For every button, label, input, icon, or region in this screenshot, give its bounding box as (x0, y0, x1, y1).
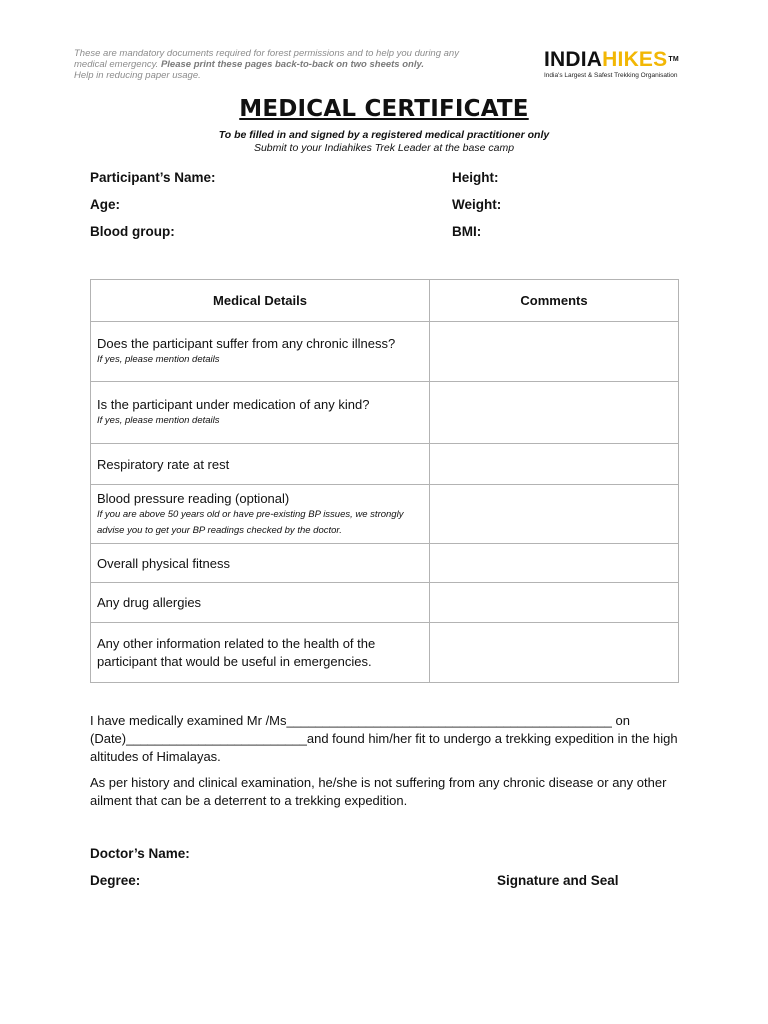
question-cell (91, 382, 430, 444)
indiahikes-logo (544, 49, 684, 79)
comment-cell[interactable] (430, 485, 679, 544)
question-text: Overall physical fitness (97, 555, 230, 571)
note-line-2-bold: Please print these pages back-to-back on two sheets only. (160, 59, 425, 70)
table-row (91, 444, 679, 485)
question-cell (91, 583, 430, 623)
question-cell (91, 485, 430, 544)
question-text: Blood pressure reading (optional) (97, 490, 290, 506)
question-text: Any drug allergies (97, 595, 202, 610)
header-comments: Comments (430, 280, 679, 322)
comment-cell[interactable] (430, 583, 679, 623)
height-label: Height: (452, 170, 499, 185)
logo-hikes: HIKES (602, 48, 668, 71)
question-cell (91, 544, 430, 583)
note-line-2-start: medical emergency. (74, 59, 159, 70)
comment-cell[interactable] (430, 444, 679, 485)
table-row (91, 382, 679, 444)
comment-cell[interactable] (430, 623, 679, 683)
participant-name-label: Participant’s Name: (90, 170, 216, 185)
signature-seal-label: Signature and Seal (497, 873, 619, 888)
question-text: Is the participant under medication of any kind? (97, 397, 370, 412)
degree-label: Degree: (90, 873, 141, 888)
subtitle-submit: Submit to your Indiahikes Trek Leader at the base camp (253, 142, 515, 154)
question-note: If yes, please mention details (97, 415, 220, 426)
doctor-name-label: Doctor’s Name: (90, 846, 190, 861)
instruction-note (74, 48, 504, 81)
logo-wordmark (544, 49, 684, 71)
bmi-label: BMI: (452, 224, 482, 239)
page-title: MEDICAL CERTIFICATE (239, 96, 529, 122)
medical-details-table (90, 279, 679, 683)
note-line-2 (74, 59, 504, 70)
comment-cell[interactable] (430, 322, 679, 382)
logo-tagline: India's Largest & Safest Trekking Organisation (544, 72, 678, 79)
logo-trademark: TM (668, 56, 679, 63)
table-row (91, 544, 679, 583)
question-cell (91, 322, 430, 382)
weight-label: Weight: (452, 197, 502, 212)
question-cell (91, 444, 430, 485)
question-text: Does the participant suffer from any chronic illness? (97, 336, 396, 351)
table-row (91, 485, 679, 544)
header-medical-details: Medical Details (91, 280, 430, 322)
table-row (91, 322, 679, 382)
declaration-history: As per history and clinical examination, he/she is not suffering from any chronic disease or any other ailment that can be a deterrent to a trekking expedition. (90, 775, 667, 808)
comment-cell[interactable] (430, 382, 679, 444)
table-row (91, 583, 679, 623)
blood-group-label: Blood group: (90, 224, 175, 239)
note-line-1: These are mandatory documents required for forest permissions and to help you during any (74, 48, 459, 59)
age-label: Age: (90, 197, 120, 212)
question-note: If yes, please mention details (97, 354, 220, 365)
subtitle-practitioner: To be filled in and signed by a registered medical practitioner only (218, 129, 550, 141)
declaration-examined: I have medically examined Mr /Ms_____________________________________________ on (Date)_________________________and found him/her fit to undergo a trekking expedition in the high altitudes of Himalayas. (90, 713, 678, 764)
question-text: Respiratory rate at rest (97, 456, 230, 472)
table-row (91, 623, 679, 683)
comment-cell[interactable] (430, 544, 679, 583)
question-cell (91, 623, 430, 683)
question-text: Any other information related to the health of the participant that would be useful in emergencies. (97, 635, 376, 669)
note-line-3: Help in reducing paper usage. (74, 70, 201, 81)
question-note: If you are above 50 years old or have pre-existing BP issues, we strongly advise you to get your BP readings checked by the doctor. (97, 508, 404, 536)
table-header-row (91, 280, 679, 322)
logo-india: INDIA (544, 48, 603, 71)
